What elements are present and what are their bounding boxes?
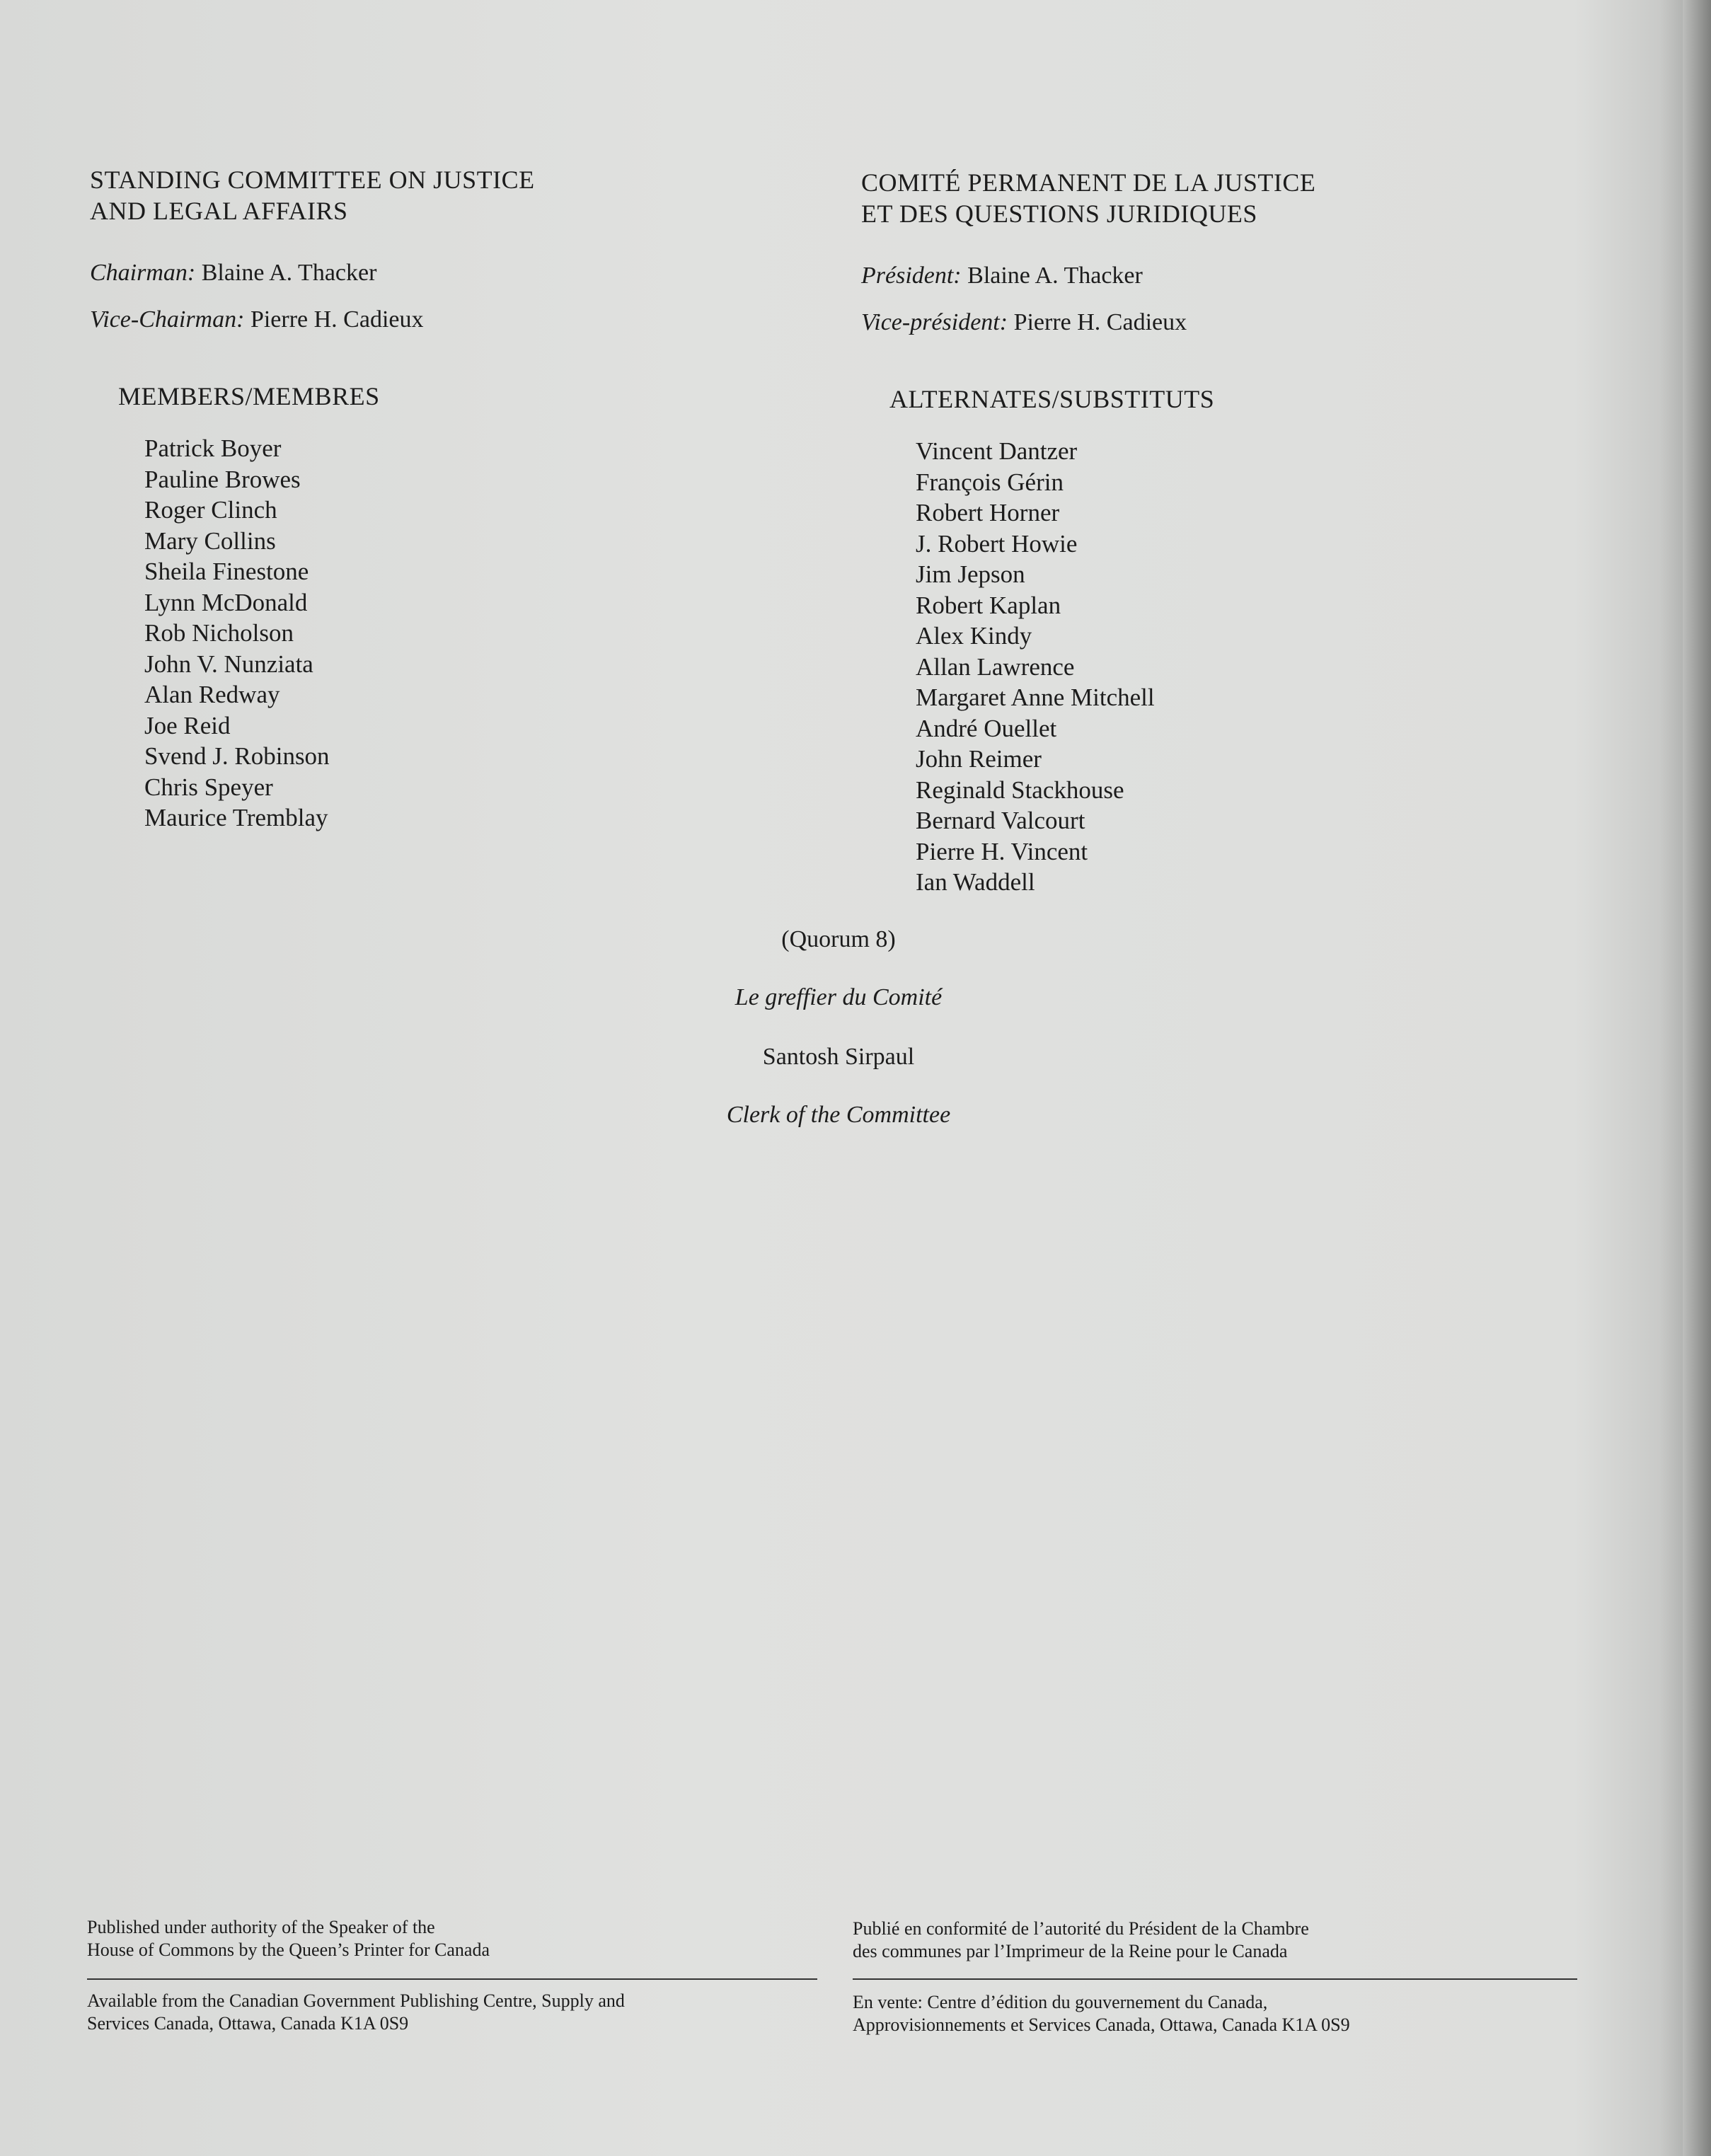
- footer-left-pub-line1: Published under authority of the Speaker of the: [87, 1917, 435, 1937]
- clerk-title-en: Clerk of the Committee: [726, 1102, 951, 1128]
- members-heading: MEMBERS/MEMBRES: [118, 382, 380, 410]
- page-edge-shadow: [1683, 0, 1711, 2156]
- clerk-name: Santosh Sirpaul: [762, 1044, 915, 1070]
- right-vice-president: [861, 309, 1187, 337]
- list-item: J. Robert Howie: [916, 529, 1078, 558]
- list-item: Mary Collins: [144, 526, 276, 555]
- footer-right-publication: [853, 1918, 1309, 1963]
- list-item: Ian Waddell: [916, 868, 1035, 896]
- list-item: Robert Horner: [916, 499, 1060, 526]
- list-item: Patrick Boyer: [144, 434, 282, 462]
- list-item: André Ouellet: [916, 714, 1057, 742]
- left-vice-label: Vice-Chairman:: [90, 306, 245, 333]
- list-item: Margaret Anne Mitchell: [916, 684, 1155, 711]
- quorum-text: (Quorum 8): [781, 926, 896, 952]
- left-chairman: [90, 259, 376, 287]
- list-item: John Reimer: [916, 745, 1042, 773]
- list-item: John V. Nunziata: [144, 650, 313, 678]
- right-heading-line1: COMITÉ PERMANENT DE LA JUSTICE: [861, 168, 1316, 197]
- list-item: Maurice Tremblay: [144, 804, 328, 831]
- footer-left-avail-line2: Services Canada, Ottawa, Canada K1A 0S9: [87, 2013, 409, 2034]
- members-list: [144, 433, 330, 834]
- list-item: Pierre H. Vincent: [916, 837, 1088, 865]
- list-item: Pauline Browes: [144, 465, 301, 493]
- list-item: Alan Redway: [144, 681, 280, 708]
- left-committee-heading: [90, 164, 535, 226]
- footer-right-availability: [853, 1991, 1350, 2036]
- footer-right-pub-line2: des communes par l’Imprimeur de la Reine pour le Canada: [853, 1941, 1288, 1961]
- footer-left-divider: [87, 1978, 817, 1980]
- left-vice-chairman: [90, 306, 423, 334]
- left-chair-name: Blaine A. Thacker: [201, 260, 377, 286]
- footer-right-avail-line1: En vente: Centre d’édition du gouvernement du Canada,: [853, 1992, 1268, 2012]
- list-item: Rob Nicholson: [144, 619, 294, 647]
- list-item: Jim Jepson: [916, 560, 1025, 588]
- alternates-heading: ALTERNATES/SUBSTITUTS: [889, 385, 1215, 413]
- list-item: Bernard Valcourt: [916, 807, 1085, 834]
- footer-left-publication: [87, 1916, 490, 1961]
- list-item: Roger Clinch: [144, 496, 277, 524]
- footer-right-divider: [853, 1978, 1577, 1980]
- left-chair-label: Chairman:: [90, 260, 196, 286]
- list-item: François Gérin: [916, 468, 1064, 496]
- list-item: Svend J. Robinson: [144, 742, 330, 770]
- clerk-title-fr: Le greffier du Comité: [734, 984, 943, 1010]
- right-chair-label: Président:: [861, 263, 962, 289]
- right-president: [861, 262, 1143, 290]
- list-item: Joe Reid: [144, 711, 231, 739]
- list-item: Chris Speyer: [144, 773, 273, 801]
- left-heading-line1: STANDING COMMITTEE ON JUSTICE: [90, 166, 535, 194]
- list-item: Robert Kaplan: [916, 591, 1061, 619]
- list-item: Lynn McDonald: [144, 588, 308, 616]
- list-item: Alex Kindy: [916, 622, 1032, 650]
- alternates-list: [916, 436, 1155, 898]
- footer-left-avail-line1: Available from the Canadian Government Publishing Centre, Supply and: [87, 1990, 625, 2011]
- footer-right-pub-line1: Publié en conformité de l’autorité du Président de la Chambre: [853, 1918, 1309, 1939]
- list-item: Sheila Finestone: [144, 558, 309, 585]
- list-item: Reginald Stackhouse: [916, 776, 1124, 804]
- right-committee-heading: [861, 167, 1315, 229]
- right-vice-label: Vice-président:: [861, 309, 1008, 335]
- list-item: Allan Lawrence: [916, 652, 1075, 681]
- list-item: Vincent Dantzer: [916, 437, 1078, 465]
- right-vice-name: Pierre H. Cadieux: [1013, 309, 1187, 335]
- right-chair-name: Blaine A. Thacker: [967, 263, 1143, 289]
- footer-right-avail-line2: Approvisionnements et Services Canada, Ottawa, Canada K1A 0S9: [853, 2014, 1350, 2035]
- left-heading-line2: AND LEGAL AFFAIRS: [90, 197, 348, 225]
- footer-left-pub-line2: House of Commons by the Queen’s Printer for Canada: [87, 1939, 490, 1960]
- right-heading-line2: ET DES QUESTIONS JURIDIQUES: [861, 200, 1257, 228]
- footer-left-availability: [87, 1990, 625, 2035]
- left-vice-name: Pierre H. Cadieux: [250, 306, 424, 333]
